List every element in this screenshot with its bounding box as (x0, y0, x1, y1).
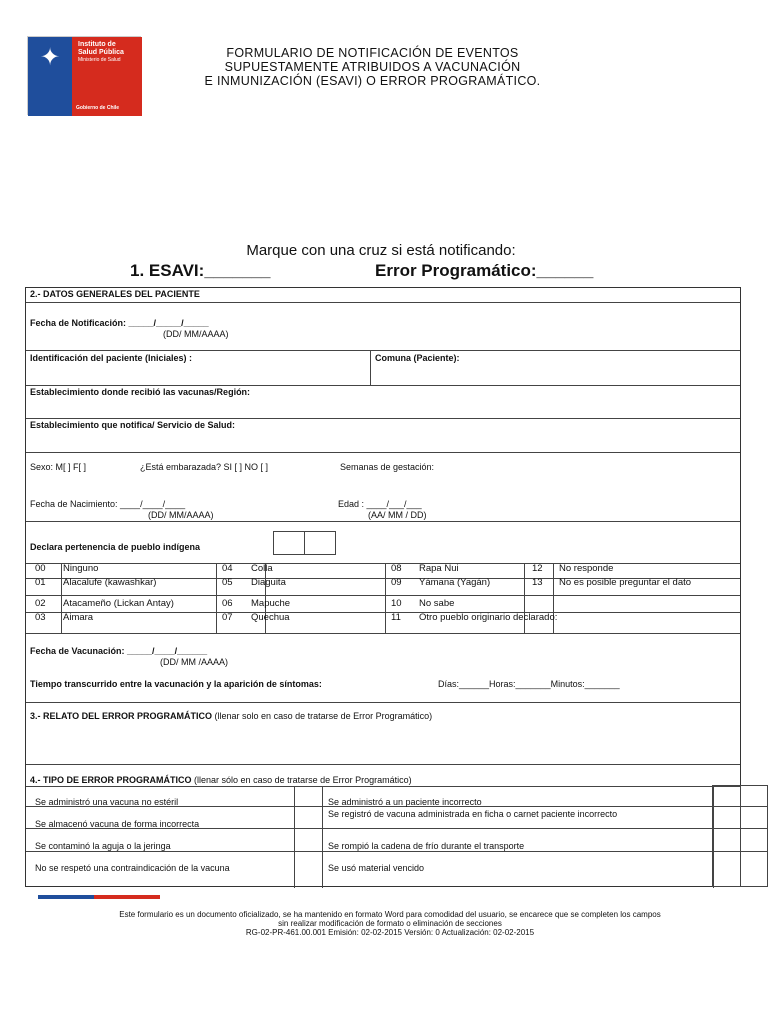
logo-institution-name: Instituto de Salud Pública (78, 41, 124, 56)
error-left-3: Se contaminó la aguja o la jeringa (35, 841, 171, 851)
error-left-checkbox-2[interactable] (293, 808, 321, 828)
pueblo-code: 11 (391, 612, 401, 623)
error-left-2: Se almacenó vacuna de forma incorrecta (35, 819, 200, 829)
section4-header: 4.- TIPO DE ERROR PROGRAMÁTICO (llenar sólo en caso de tratarse de Error Programático) (30, 775, 412, 785)
error-left-checkbox-3[interactable] (293, 829, 321, 850)
edad-format: (AA/ MM / DD) (368, 510, 427, 520)
pueblo-name: Colla (251, 563, 273, 574)
fecha-vacunacion-format: (DD/ MM /AAAA) (160, 657, 229, 667)
error-left-checkbox-1[interactable] (293, 787, 321, 807)
tiempo-transcurrido-label: Tiempo transcurrido entre la vacunación y la aparición de síntomas: (30, 679, 322, 689)
esavi-checkbox-field[interactable]: 1. ESAVI:_______ (130, 261, 271, 280)
sexo-field[interactable]: Sexo: M[ ] F[ ] (30, 462, 87, 472)
error-left-4: No se respetó una contraindicación de la vacuna (35, 863, 230, 873)
pueblo-name: Atacameño (Lickan Antay) (63, 598, 174, 609)
footer-note-2: sin realizar modificación de formato o eliminación de secciones (278, 919, 502, 928)
fecha-nacimiento-field[interactable]: Fecha de Nacimiento: ____/____/____ (30, 499, 186, 509)
fecha-vacunacion-field[interactable]: Fecha de Vacunación: _____/____/______ (30, 646, 208, 656)
pueblo-code: 07 (222, 612, 233, 623)
error-right-3: Se rompió la cadena de frío durante el transporte (328, 841, 525, 851)
title-line-1: FORMULARIO DE NOTIFICACIÓN DE EVENTOS (226, 46, 519, 60)
title-line-3: E INMUNIZACIÓN (ESAVI) O ERROR PROGRAMÁTICO. (204, 74, 541, 88)
pueblo-indigena-label: Declara pertenencia de pueblo indígena (30, 542, 201, 552)
pueblo-code: 01 (35, 577, 46, 588)
title-line-2: SUPUESTAMENTE ATRIBUIDOS A VACUNACIÓN (224, 60, 521, 74)
pueblo-name: Yámana (Yagán) (419, 577, 491, 588)
fecha-notificacion-field[interactable]: Fecha de Notificación: _____/_____/_____ (30, 318, 209, 328)
pueblo-name: Quechua (251, 612, 290, 623)
embarazada-field[interactable]: ¿Está embarazada? SI [ ] NO [ ] (140, 462, 269, 472)
fecha-nacimiento-format: (DD/ MM/AAAA) (148, 510, 214, 520)
pueblo-code: 12 (532, 563, 543, 574)
pueblo-name: Alacalufe (kawashkar) (63, 577, 157, 588)
edad-field[interactable]: Edad : ____/___/___ (338, 499, 422, 509)
footer-code: RG-02-PR-461.00.001 Emisión: 02-02-2015 Versión: 0 Actualización: 02-02-2015 (245, 928, 535, 937)
establecimiento-vacunas-field[interactable]: Establecimiento donde recibió las vacunas/Región: (30, 387, 251, 397)
logo-coat-of-arms-icon: ✦ (39, 44, 61, 71)
section3-header: 3.- RELATO DEL ERROR PROGRAMÁTICO (llenar solo en caso de tratarse de Error Programático) (30, 711, 433, 721)
pueblo-code: 04 (222, 563, 233, 574)
pueblo-code: 09 (391, 577, 402, 588)
mark-question: Marque con una cruz si está notificando: (246, 242, 516, 259)
error-left-checkbox-4[interactable] (293, 851, 321, 873)
error-left-1: Se administró una vacuna no estéril (35, 797, 179, 807)
error-programatico-checkbox-field[interactable]: Error Programático:______ (375, 261, 594, 280)
footer-red-band (94, 895, 160, 899)
footer-blue-band (38, 895, 94, 899)
form-title (150, 46, 595, 88)
pueblo-name: Diaguita (251, 577, 286, 588)
error-right-1: Se administró a un paciente incorrecto (328, 797, 482, 807)
pueblo-code: 08 (391, 563, 402, 574)
pueblo-name: Rapa Nui (419, 563, 459, 574)
pueblo-code: 05 (222, 577, 233, 588)
semanas-gestacion-field[interactable]: Semanas de gestación: (340, 462, 435, 472)
error-right-2: Se registró de vacuna administrada en ficha o carnet paciente incorrecto (328, 809, 618, 819)
id-paciente-field[interactable]: Identificación del paciente (Iniciales) : (30, 353, 193, 363)
pueblo-code: 06 (222, 598, 233, 609)
pueblo-name: Ninguno (63, 563, 99, 574)
ispch-logo (27, 36, 141, 115)
establecimiento-notifica-field[interactable]: Establecimiento que notifica/ Servicio de Salud: (30, 420, 236, 430)
pueblo-code: 02 (35, 598, 46, 609)
pueblo-code: 00 (35, 563, 46, 574)
pueblo-code: 13 (532, 577, 543, 588)
footer-note-1: Este formulario es un documento oficializado, se ha mantenido en formato Word para comodidad del usuario, se encarece que se completen los campos (119, 910, 661, 919)
logo-ministry: Ministerio de Salud (78, 57, 121, 63)
fecha-notificacion-format: (DD/ MM/AAAA) (163, 329, 229, 339)
comuna-field[interactable]: Comuna (Paciente): (375, 353, 460, 363)
pueblo-name: No sabe (419, 598, 455, 609)
pueblo-code: 03 (35, 612, 46, 623)
tiempo-fields[interactable]: Días:______Horas:_______Minutos:_______ (438, 679, 620, 689)
error-right-4: Se usó material vencido (328, 863, 425, 873)
logo-government: Gobierno de Chile (76, 105, 120, 111)
pueblo-name: No responde (559, 563, 614, 574)
pueblo-name: No es posible preguntar el dato (559, 577, 692, 588)
pueblo-code: 10 (391, 598, 402, 609)
pueblo-name: Mapuche (251, 598, 291, 609)
pueblo-name: Aimara (63, 612, 94, 623)
pueblo-name: Otro pueblo originario declarado: (419, 612, 558, 623)
section2-header: 2.- DATOS GENERALES DEL PACIENTE (30, 289, 200, 299)
